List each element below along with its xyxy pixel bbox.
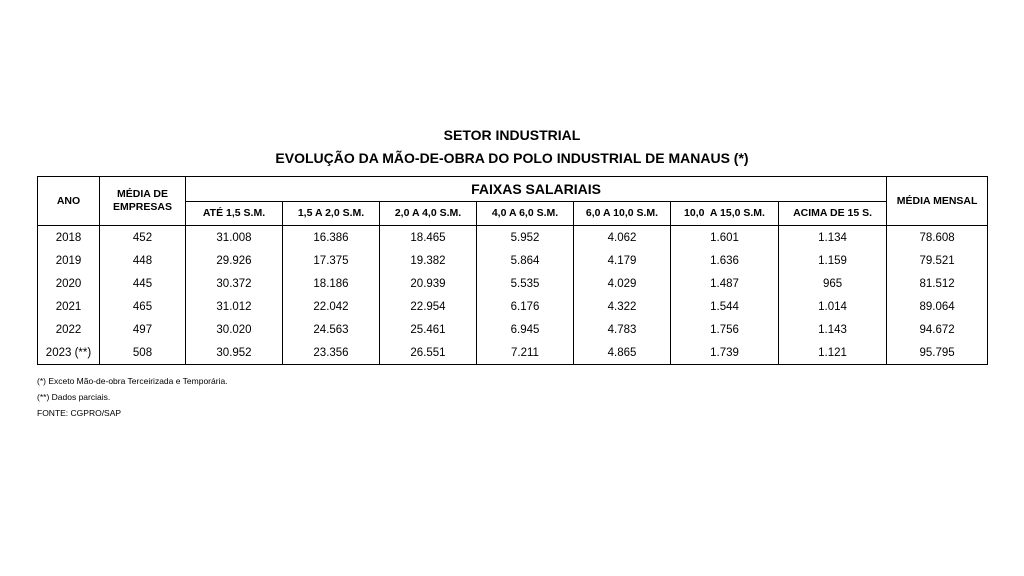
header-ano: ANO (38, 177, 100, 226)
table-row (38, 272, 988, 295)
header-band: ATÉ 1,5 S.M. (186, 202, 283, 226)
table-row (38, 318, 988, 341)
table-cell: 4.865 (574, 341, 671, 365)
table-cell: 2021 (38, 295, 100, 318)
table-cell: 23.356 (283, 341, 380, 365)
table-cell: 22.042 (283, 295, 380, 318)
table-cell: 452 (100, 226, 186, 250)
footnotes (37, 373, 228, 421)
table-cell: 1.636 (671, 249, 779, 272)
header-band: ACIMA DE 15 S. (779, 202, 887, 226)
table-cell: 448 (100, 249, 186, 272)
table-cell: 2020 (38, 272, 100, 295)
table-cell: 1.121 (779, 341, 887, 365)
table-cell: 18.186 (283, 272, 380, 295)
table-cell: 31.012 (186, 295, 283, 318)
table-subtitle: EVOLUÇÃO DA MÃO-DE-OBRA DO POLO INDUSTRIAL DE MANAUS (*) (275, 150, 749, 166)
table-cell: 1.134 (779, 226, 887, 250)
table-cell: 4.062 (574, 226, 671, 250)
table-cell: 4.322 (574, 295, 671, 318)
header-faixas-salariais: FAIXAS SALARIAIS (186, 177, 887, 202)
table-cell: 2023 (**) (38, 341, 100, 365)
header-media-mensal: MÉDIA MENSAL (887, 177, 988, 226)
table-cell: 4.783 (574, 318, 671, 341)
header-media-empresas: MÉDIA DE EMPRESAS (100, 177, 186, 226)
table-cell: 26.551 (380, 341, 477, 365)
table-cell: 30.020 (186, 318, 283, 341)
table-cell: 1.756 (671, 318, 779, 341)
workforce-table (37, 176, 988, 365)
table-cell: 2018 (38, 226, 100, 250)
table-cell: 94.672 (887, 318, 988, 341)
table-body (38, 226, 988, 365)
source-note: FONTE: CGPRO/SAP (37, 408, 122, 418)
header-band: 2,0 A 4,0 S.M. (380, 202, 477, 226)
table-cell: 95.795 (887, 341, 988, 365)
table-cell: 5.952 (477, 226, 574, 250)
table-cell: 1.487 (671, 272, 779, 295)
table-cell: 4.029 (574, 272, 671, 295)
table-cell: 31.008 (186, 226, 283, 250)
table-cell: 497 (100, 318, 186, 341)
header-band: 4,0 A 6,0 S.M. (477, 202, 574, 226)
table-cell: 1.601 (671, 226, 779, 250)
table-cell: 508 (100, 341, 186, 365)
table-cell: 1.739 (671, 341, 779, 365)
table-cell: 1.014 (779, 295, 887, 318)
table-cell: 78.608 (887, 226, 988, 250)
table-cell: 445 (100, 272, 186, 295)
footnote: (**) Dados parciais. (37, 392, 111, 402)
table-cell: 79.521 (887, 249, 988, 272)
table-cell: 18.465 (380, 226, 477, 250)
table-row (38, 249, 988, 272)
table-title: SETOR INDUSTRIAL (443, 127, 581, 143)
table-cell: 965 (779, 272, 887, 295)
table-cell: 89.064 (887, 295, 988, 318)
table-cell: 24.563 (283, 318, 380, 341)
table-cell: 5.864 (477, 249, 574, 272)
table-cell: 30.372 (186, 272, 283, 295)
table-cell: 2022 (38, 318, 100, 341)
table-cell: 465 (100, 295, 186, 318)
table-cell: 7.211 (477, 341, 574, 365)
table-row (38, 295, 988, 318)
header-band: 1,5 A 2,0 S.M. (283, 202, 380, 226)
table-cell: 1.159 (779, 249, 887, 272)
table-cell: 20.939 (380, 272, 477, 295)
header-band: 6,0 A 10,0 S.M. (574, 202, 671, 226)
table-cell: 29.926 (186, 249, 283, 272)
table-cell: 5.535 (477, 272, 574, 295)
footnote: (*) Exceto Mão-de-obra Terceirizada e Temporária. (37, 376, 228, 386)
table-cell: 22.954 (380, 295, 477, 318)
table-cell: 6.945 (477, 318, 574, 341)
table-cell: 19.382 (380, 249, 477, 272)
table-cell: 1.143 (779, 318, 887, 341)
table-row (38, 226, 988, 250)
table-cell: 4.179 (574, 249, 671, 272)
header-band: 10,0 A 15,0 S.M. (671, 202, 779, 226)
table-cell: 17.375 (283, 249, 380, 272)
table-cell: 25.461 (380, 318, 477, 341)
table-cell: 81.512 (887, 272, 988, 295)
table-cell: 16.386 (283, 226, 380, 250)
table-cell: 1.544 (671, 295, 779, 318)
table-cell: 2019 (38, 249, 100, 272)
table-row (38, 341, 988, 365)
table-cell: 6.176 (477, 295, 574, 318)
table-cell: 30.952 (186, 341, 283, 365)
